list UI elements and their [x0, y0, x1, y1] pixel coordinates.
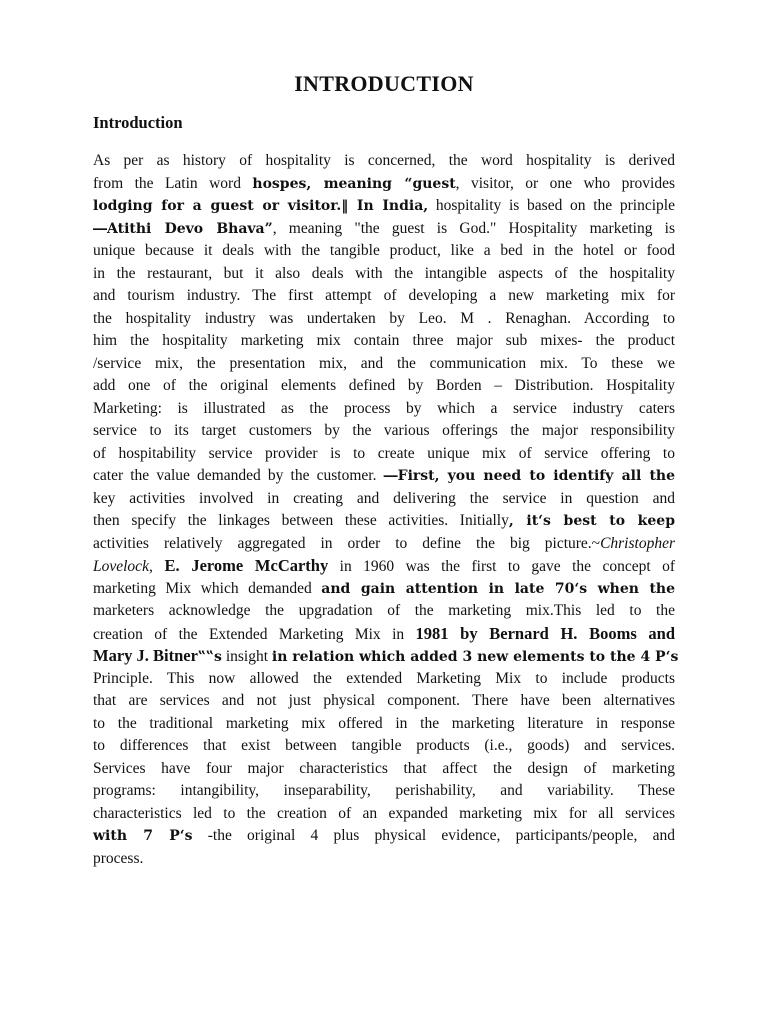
paragraph-line	[93, 240, 675, 263]
text-run: activities relatively aggregated in order to define the big picture.~	[93, 534, 601, 552]
section-heading: Introduction	[93, 113, 183, 132]
paragraph-line	[93, 758, 675, 781]
text-run: creation of the Extended Marketing Mix in	[93, 625, 416, 643]
text-run: 1981 by Bernard H. Booms and	[415, 623, 675, 643]
paragraph-line	[93, 803, 675, 826]
paragraph-line	[93, 713, 675, 736]
text-run: ‟‟s	[197, 649, 222, 665]
text-run: the hospitality industry was undertaken by Leo. M . Renaghan. According to	[93, 309, 675, 327]
text-run: Lovelock,	[93, 558, 153, 575]
text-run: that are services and not just physical component. There have been alternatives	[93, 692, 675, 709]
paragraph-line	[93, 645, 679, 668]
paragraph-line	[93, 398, 675, 421]
paragraph-line	[93, 600, 675, 623]
text-run: marketing Mix which demanded	[93, 579, 322, 597]
text-run: unique because it deals with the tangible product, like a bed in the hotel or food	[93, 242, 675, 259]
text-run: and gain attention in late 70‘s when the	[321, 580, 675, 597]
text-run: process.	[93, 849, 144, 867]
text-run: E. Jerome McCarthy	[152, 556, 329, 575]
paragraph-line	[93, 173, 675, 196]
text-run: insight	[221, 648, 272, 665]
paragraph-line	[93, 735, 675, 758]
paragraph-line	[93, 195, 675, 218]
paragraph-line	[93, 668, 675, 691]
text-run: Marketing: is illustrated as the process by which a service industry caters	[93, 399, 675, 417]
paragraph-line	[93, 420, 675, 443]
text-run: Mary J. Bitner	[93, 646, 198, 665]
paragraph-line	[93, 510, 675, 533]
paragraph-line	[93, 690, 675, 713]
paragraph-line	[93, 555, 675, 578]
text-run: lodging for a guest or visitor.‖ In India,	[93, 198, 429, 214]
paragraph-line	[93, 488, 675, 511]
text-run: , meaning "the guest is God." Hospitality marketing is	[272, 219, 676, 237]
paragraph-line	[93, 263, 675, 286]
page-title: INTRODUCTION	[294, 71, 474, 96]
paragraph-line	[93, 780, 675, 803]
text-run: hospes, meaning “guest	[252, 175, 456, 192]
text-run: programs: intangibility, inseparability, perishability, and variability. These	[93, 782, 675, 799]
text-run: him the hospitality marketing mix contain three major sub mixes- the product	[93, 332, 675, 349]
paragraph-line	[93, 150, 675, 173]
text-run: then specify the linkages between these activities. Initially	[93, 512, 509, 529]
paragraph-line	[93, 825, 675, 848]
paragraph-line	[93, 623, 675, 646]
text-run: ―First, you need to identify all the	[383, 468, 675, 484]
paragraph-line	[93, 285, 675, 308]
paragraph-line	[93, 375, 675, 398]
text-run: marketers acknowledge the upgradation of the marketing mix.This led to the	[93, 602, 675, 619]
text-run: in the restaurant, but it also deals with the intangible aspects of the hospitality	[93, 264, 675, 282]
text-run: , visitor, or one who provides	[455, 174, 675, 192]
text-run: from the Latin word	[93, 174, 253, 192]
paragraph-line	[93, 465, 675, 488]
text-run: /service mix, the presentation mix, and the communication mix. To these we	[93, 354, 675, 372]
text-run: , it‘s best to keep	[508, 513, 675, 529]
text-run: with 7 P‘s	[93, 828, 193, 844]
text-run: of hospitability service provider is to create unique mix of service offering to	[93, 444, 675, 462]
text-run: service to its target customers by the various offerings the major responsibility	[93, 422, 675, 439]
text-run: -the original 4 plus physical evidence, participants/people, and	[192, 827, 675, 844]
paragraph-line	[93, 848, 675, 871]
paragraph-line	[93, 330, 675, 353]
text-run: and tourism industry. The first attempt of developing a new marketing mix for	[93, 287, 675, 304]
paragraph-line	[93, 308, 675, 331]
text-run: to the traditional marketing mix offered in the marketing literature in response	[93, 714, 675, 732]
text-run: As per as history of hospitality is concerned, the word hospitality is derived	[93, 152, 675, 169]
text-run: hospitality is based on the principle	[428, 197, 675, 214]
body-paragraph	[93, 150, 679, 880]
paragraph-line	[93, 578, 675, 601]
text-run: characteristics led to the creation of an expanded marketing mix for all services	[93, 804, 675, 822]
text-run: add one of the original elements defined by Borden – Distribution. Hospitality	[93, 377, 675, 394]
paragraph-line	[93, 353, 675, 376]
text-run: Christopher	[600, 534, 675, 552]
text-run: ―Atithi Devo Bhava”	[93, 220, 273, 237]
paragraph-line	[93, 533, 675, 556]
paragraph-line	[93, 218, 675, 241]
text-run: to differences that exist between tangible products (i.e., goods) and services.	[93, 737, 675, 754]
text-run: in relation which added 3 new elements to the 4 P‘s	[271, 649, 679, 665]
text-run: key activities involved in creating and delivering the service in question and	[93, 489, 675, 507]
text-run: cater the value demanded by the customer.	[93, 467, 384, 484]
text-run: Principle. This now allowed the extended Marketing Mix to include products	[93, 669, 675, 687]
paragraph-line	[93, 443, 675, 466]
text-run: in 1960 was the first to gave the concept of	[328, 558, 675, 575]
text-run: Services have four major characteristics that affect the design of marketing	[93, 759, 675, 777]
